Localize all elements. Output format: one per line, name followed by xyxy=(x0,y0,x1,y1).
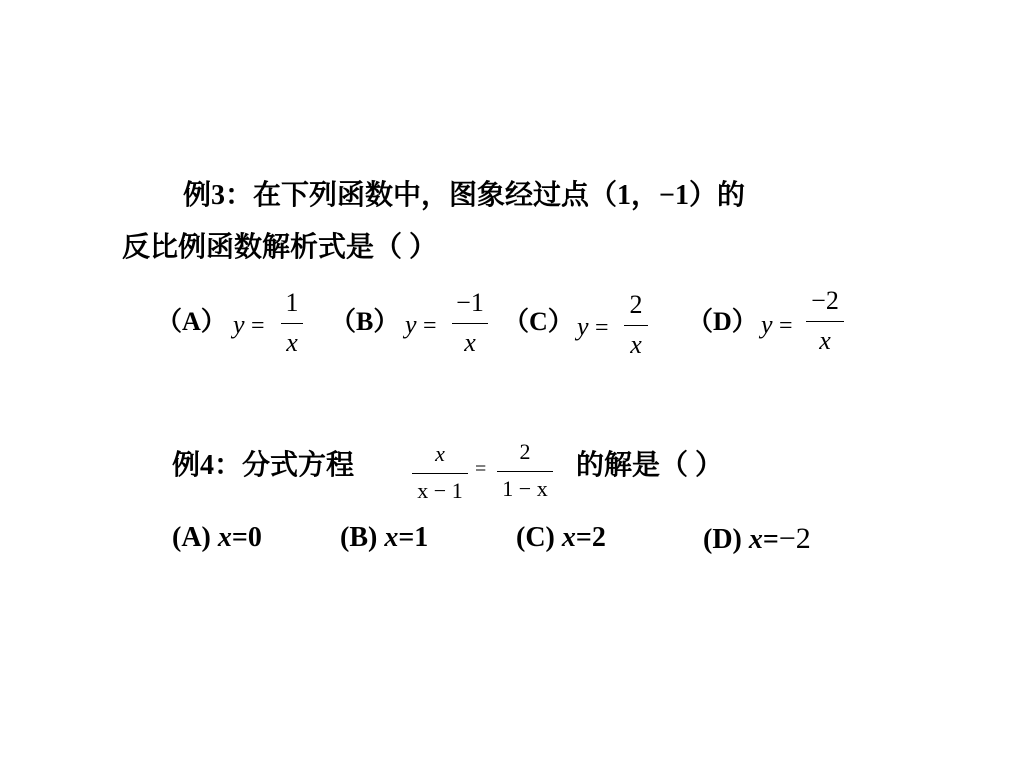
fraction-bar xyxy=(452,323,488,324)
option-d-label: （D） xyxy=(687,307,758,336)
option-c-label: （C） xyxy=(503,307,574,336)
option-b-lhs: y = xyxy=(405,310,437,339)
ex4-option-d: (D) x=−2 xyxy=(703,522,811,555)
fraction-bar xyxy=(412,473,468,474)
option-c-numerator: 2 xyxy=(629,290,643,319)
ex4-option-b: (B) x=1 xyxy=(340,522,429,553)
option-b-fraction xyxy=(452,290,488,356)
right-denominator: 1 − x xyxy=(502,476,548,501)
option-a-denominator: x xyxy=(286,328,298,357)
option-d-numerator: −2 xyxy=(811,286,839,315)
fraction-bar xyxy=(497,471,553,472)
example-4-suffix: 的解是（ ） xyxy=(576,450,724,481)
left-denominator: x − 1 xyxy=(417,478,463,503)
option-c-fraction xyxy=(624,292,648,358)
fraction-bar xyxy=(624,325,648,326)
option-d-denominator: x xyxy=(819,326,831,355)
option-d-lhs: y = xyxy=(761,310,793,339)
fraction-bar xyxy=(281,323,303,324)
ex4-option-d-value: −2 xyxy=(778,522,811,555)
equation-right-fraction xyxy=(497,441,553,500)
fraction-bar xyxy=(806,321,844,322)
ex4-option-a: (A) x=0 xyxy=(172,522,262,553)
option-b-label: （B） xyxy=(330,307,400,336)
ex4-option-c: (C) x=2 xyxy=(516,522,606,553)
option-b-numerator: −1 xyxy=(456,288,484,317)
option-a-label: （A） xyxy=(156,307,227,336)
equation-left-fraction xyxy=(412,443,468,502)
option-a-fraction xyxy=(281,290,303,356)
option-c-denominator: x xyxy=(630,330,642,359)
option-d-fraction xyxy=(806,288,844,354)
right-numerator: 2 xyxy=(519,439,531,464)
example-4-prefix: 例4：分式方程 xyxy=(172,450,355,481)
option-a-numerator: 1 xyxy=(285,288,299,317)
option-a-lhs: y = xyxy=(233,310,265,339)
example-3-line-1: 例3：在下列函数中，图象经过点（1，−1）的 xyxy=(183,180,745,211)
option-c-lhs: y = xyxy=(577,312,609,341)
option-b-denominator: x xyxy=(464,328,476,357)
example-3-line-2: 反比例函数解析式是（ ） xyxy=(122,232,438,263)
left-numerator: x xyxy=(435,441,445,466)
equals-sign: = xyxy=(475,458,487,480)
